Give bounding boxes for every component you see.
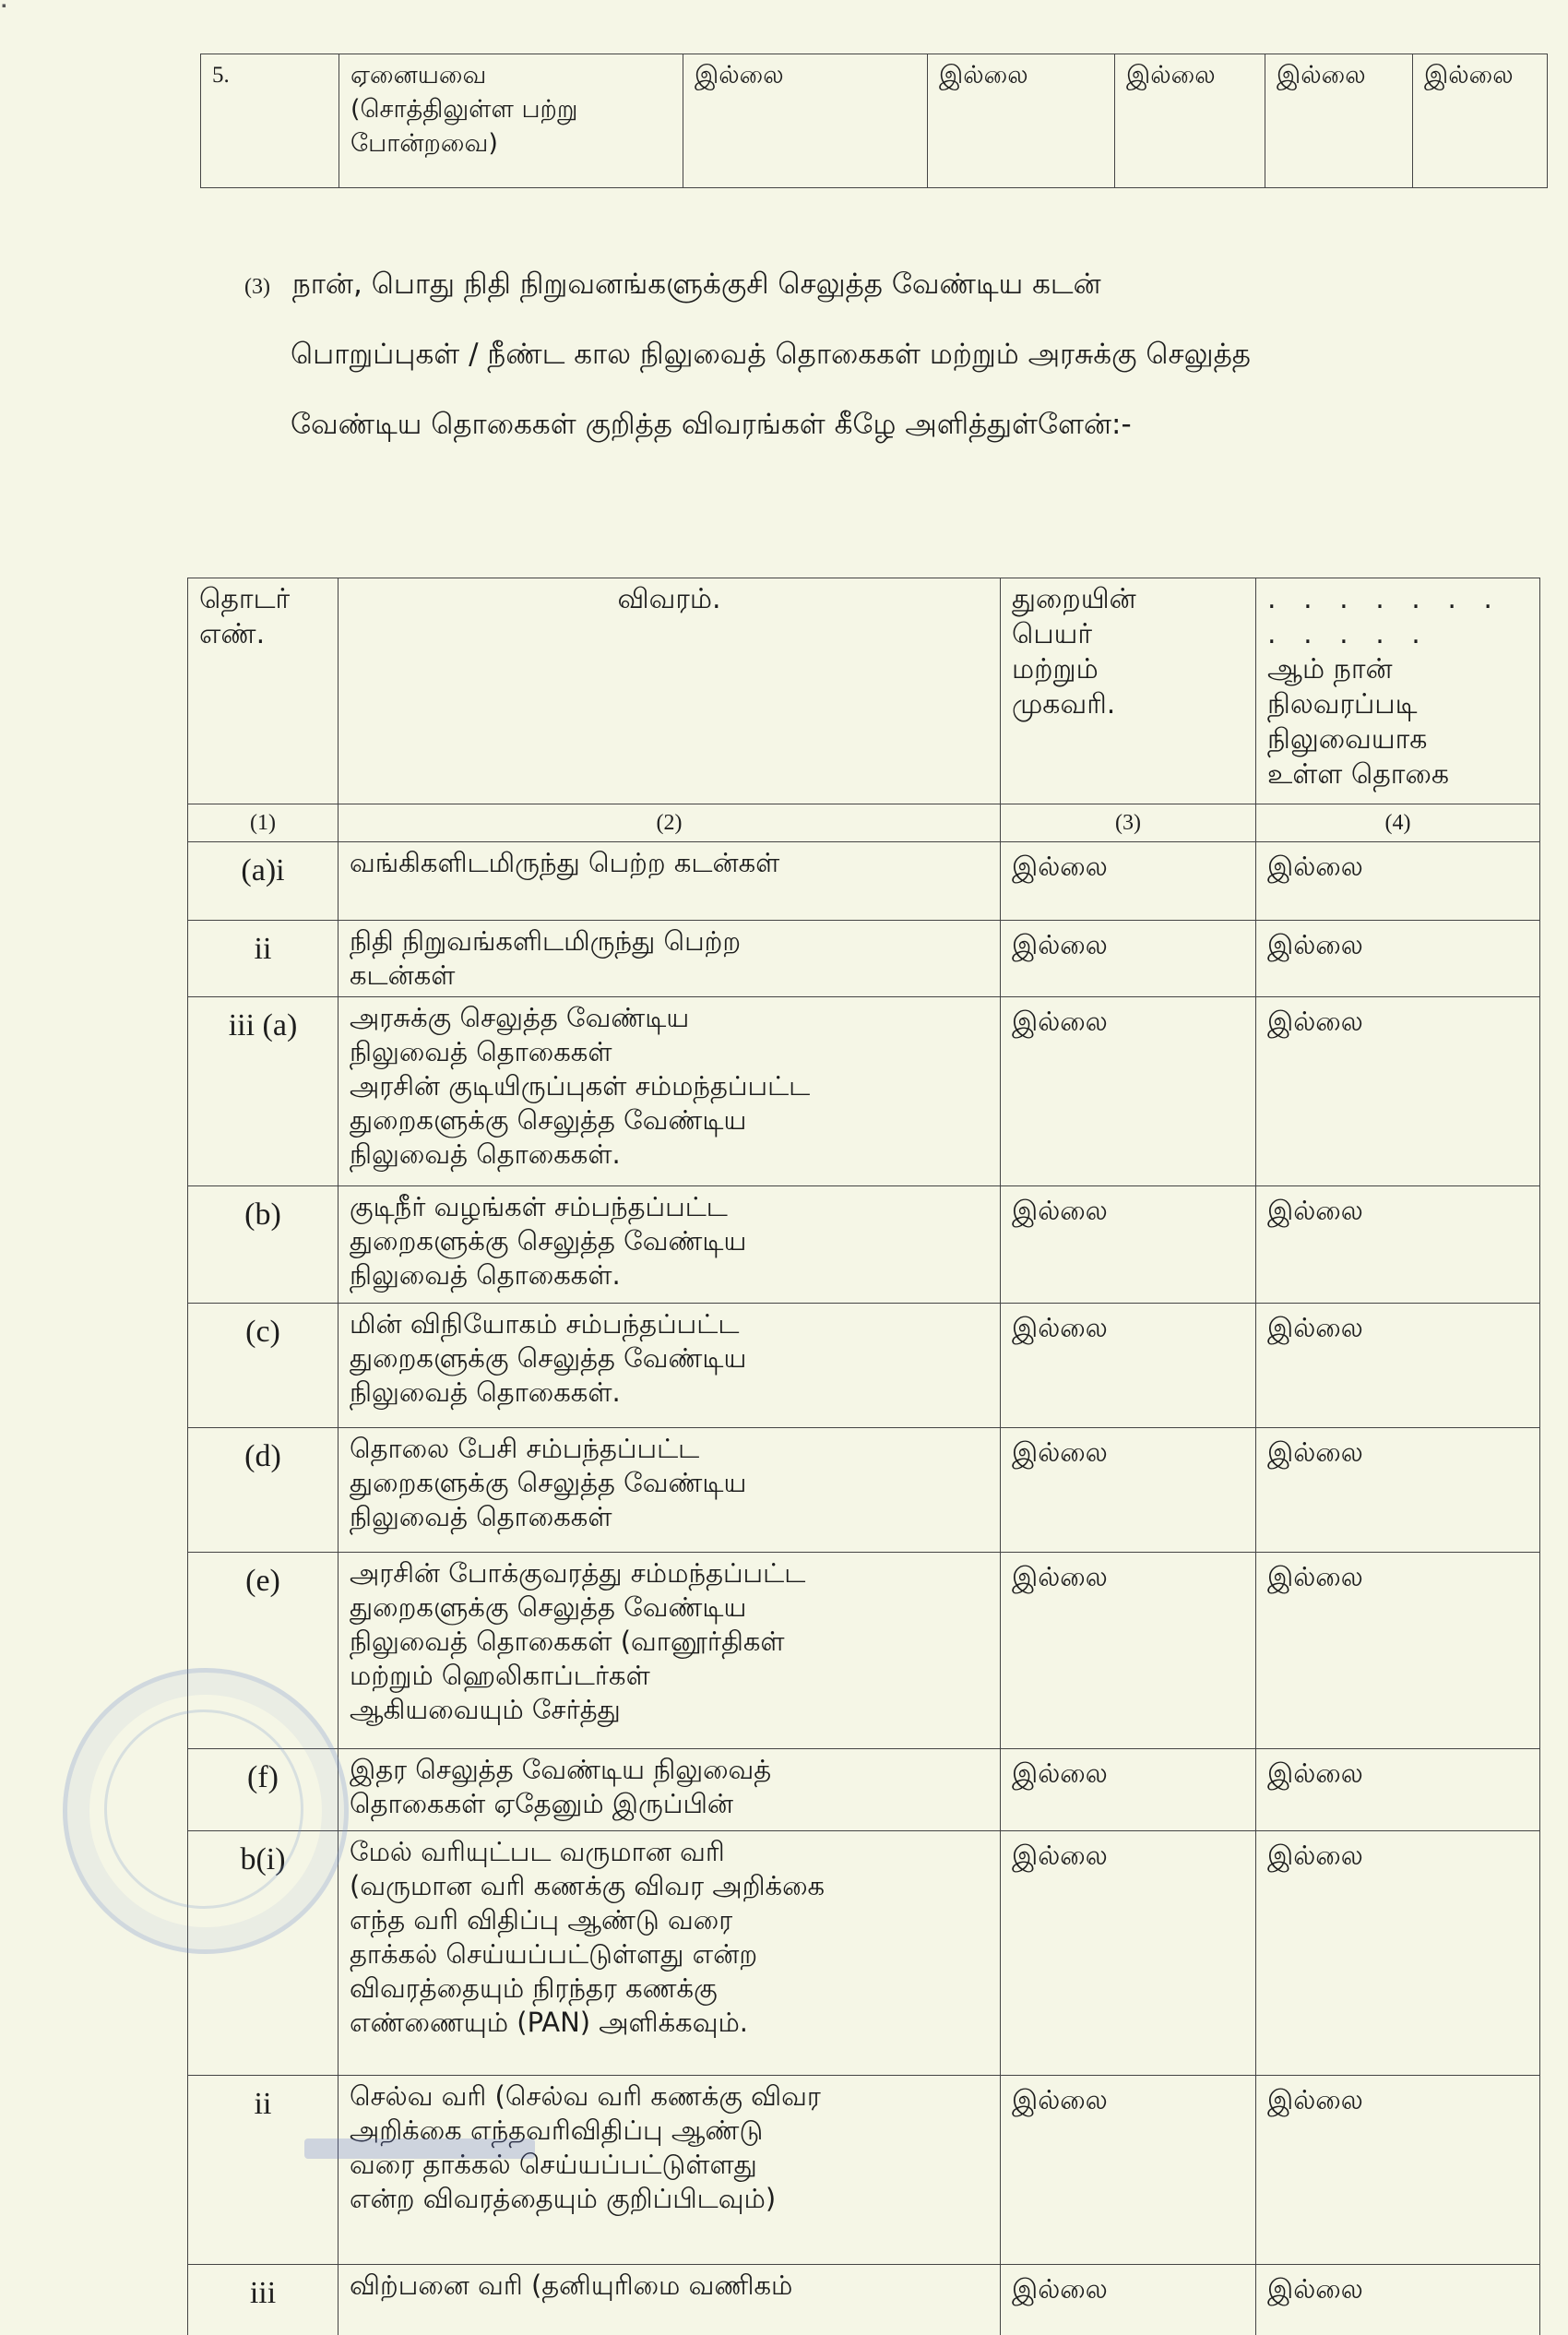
amount-cell: இல்லை (1256, 1186, 1540, 1304)
department-cell: இல்லை (1001, 2076, 1256, 2265)
description-cell: இதர செலுத்த வேண்டிய நிலுவைத் தொகைகள் ஏதேனும் இருப்பின் (339, 1749, 1001, 1831)
amount-cell: இல்லை (1256, 2076, 1540, 2265)
amount-cell: இல்லை (1256, 921, 1540, 997)
department-cell: இல்லை (1001, 842, 1256, 921)
department-cell: இல்லை (1001, 1553, 1256, 1749)
amount-cell: இல்லை (1256, 842, 1540, 921)
table-row (188, 1186, 1540, 1304)
serial-cell: ii (188, 2076, 339, 2265)
value-cell: இல்லை (683, 54, 928, 188)
blue-ink-mark (304, 2138, 535, 2159)
table-row (188, 997, 1540, 1186)
description-cell: ஏனையவை (சொத்திலுள்ள பற்று போன்றவை) (339, 54, 683, 188)
table-row (188, 1749, 1540, 1831)
serial-cell: iii (188, 2265, 339, 2335)
paragraph-line-2: பொறுப்புகள் / நீண்ட கால நிலுவைத் தொகைகள் மற்றும் அரசுக்கு செலுத்த (291, 336, 1251, 373)
department-cell: இல்லை (1001, 1428, 1256, 1553)
amount-cell: இல்லை (1256, 1831, 1540, 2076)
table-row (188, 1831, 1540, 2076)
description-cell: நிதி நிறுவங்களிடமிருந்து பெற்ற கடன்கள் (339, 921, 1001, 997)
amount-cell: இல்லை (1256, 1304, 1540, 1428)
column-number: (3) (1001, 804, 1256, 842)
serial-cell: (c) (188, 1304, 339, 1428)
description-cell: அரசின் போக்குவரத்து சம்மந்தப்பட்ட துறைகளுக்கு செலுத்த வேண்டிய நிலுவைத் தொகைகள் (வானூர்திகள் மற்றும் ஹெலிகாப்டர்கள் ஆகியவையும் சேர்த்து (339, 1553, 1001, 1749)
table-row (188, 2265, 1540, 2335)
table-row (201, 54, 1548, 188)
paragraph-line-3: வேண்டிய தொகைகள் குறித்த விவரங்கள் கீழே அளித்துள்ளேன்:- (291, 406, 1132, 443)
amount-cell: இல்லை (1256, 1553, 1540, 1749)
value-cell: இல்லை (1265, 54, 1413, 188)
department-cell: இல்லை (1001, 1831, 1256, 2076)
value-cell: இல்லை (928, 54, 1115, 188)
value-cell: இல்லை (1413, 54, 1548, 188)
description-cell: செல்வ வரி (செல்வ வரி கணக்கு விவர அறிக்கை எந்தவரிவிதிப்பு ஆண்டு வரை தாக்கல் செய்யப்பட்டுள்ளது என்ற விவரத்தையும் குறிப்பிடவும்) (339, 2076, 1001, 2265)
assets-table-continuation (200, 54, 1548, 188)
office-seal-stamp (63, 1668, 349, 1954)
serial-cell: (a)i (188, 842, 339, 921)
amount-cell: இல்லை (1256, 2265, 1540, 2335)
serial-cell: ii (188, 921, 339, 997)
department-cell: இல்லை (1001, 1186, 1256, 1304)
header-amount-cell (1256, 578, 1540, 804)
table-row (188, 1304, 1540, 1428)
amount-cell: இல்லை (1256, 1428, 1540, 1553)
description-cell: விற்பனை வரி (தனியுரிமை வணிகம் (339, 2265, 1001, 2335)
department-cell: இல்லை (1001, 921, 1256, 997)
column-number: (2) (339, 804, 1001, 842)
description-cell: குடிநீர் வழங்கள் சம்பந்தப்பட்ட துறைகளுக்கு செலுத்த வேண்டிய நிலுவைத் தொகைகள். (339, 1186, 1001, 1304)
paragraph-text: நான், பொது நிதி நிறுவனங்களுக்குசி செலுத்த வேண்டிய கடன் (292, 268, 1101, 301)
serial-cell: (e) (188, 1553, 339, 1749)
serial-cell: (f) (188, 1749, 339, 1831)
table-row (188, 842, 1540, 921)
amount-cell: இல்லை (1256, 997, 1540, 1186)
description-cell: மேல் வரியுட்பட வருமான வரி (வருமான வரி கணக்கு விவர அறிக்கை எந்த வரி விதிப்பு ஆண்டு வரை தாக்கல் செய்யப்பட்டுள்ளது என்ற விவரத்தையும் நிரந்தர கணக்கு எண்ணையும் (PAN) அளிக்கவும். (339, 1831, 1001, 2076)
paragraph-line-1 (244, 266, 1101, 305)
table-header-row (188, 578, 1540, 804)
department-cell: இல்லை (1001, 1749, 1256, 1831)
table-row (188, 1553, 1540, 1749)
paragraph-number: (3) (244, 275, 270, 299)
table-row (188, 1428, 1540, 1553)
description-cell: மின் விநியோகம் சம்பந்தப்பட்ட துறைகளுக்கு செலுத்த வேண்டிய நிலுவைத் தொகைகள். (339, 1304, 1001, 1428)
column-number-row (188, 804, 1540, 842)
liabilities-table-body (188, 842, 1540, 2335)
date-blank-dots: . . . . . . . . . . . . (1267, 582, 1528, 652)
value-cell: இல்லை (1115, 54, 1265, 188)
description-cell: தொலை பேசி சம்பந்தப்பட்ட துறைகளுக்கு செலுத்த வேண்டிய நிலுவைத் தொகைகள் (339, 1428, 1001, 1553)
liabilities-table (187, 578, 1540, 2335)
amount-cell: இல்லை (1256, 1749, 1540, 1831)
header-department: துறையின் பெயர் மற்றும் முகவரி. (1001, 578, 1256, 804)
table-row (188, 921, 1540, 997)
corner-mark: ▪ (2, 2, 6, 9)
table-row (188, 2076, 1540, 2265)
department-cell: இல்லை (1001, 1304, 1256, 1428)
department-cell: இல்லை (1001, 2265, 1256, 2335)
header-serial: தொடர் எண். (188, 578, 339, 804)
department-cell: இல்லை (1001, 997, 1256, 1186)
serial-cell: (b) (188, 1186, 339, 1304)
column-number: (4) (1256, 804, 1540, 842)
serial-cell: (d) (188, 1428, 339, 1553)
serial-cell: b(i) (188, 1831, 339, 2076)
description-cell: அரசுக்கு செலுத்த வேண்டிய நிலுவைத் தொகைகள் அரசின் குடியிருப்புகள் சம்மந்தப்பட்ட துறைகளுக்கு செலுத்த வேண்டிய நிலுவைத் தொகைகள். (339, 997, 1001, 1186)
column-number: (1) (188, 804, 339, 842)
header-amount: ஆம் நான் நிலவரப்படி நிலுவையாக உள்ள தொகை (1267, 652, 1528, 792)
serial-cell: iii (a) (188, 997, 339, 1186)
serial-cell: 5. (201, 54, 339, 188)
header-details: விவரம். (339, 578, 1001, 804)
description-cell: வங்கிகளிடமிருந்து பெற்ற கடன்கள் (339, 842, 1001, 921)
